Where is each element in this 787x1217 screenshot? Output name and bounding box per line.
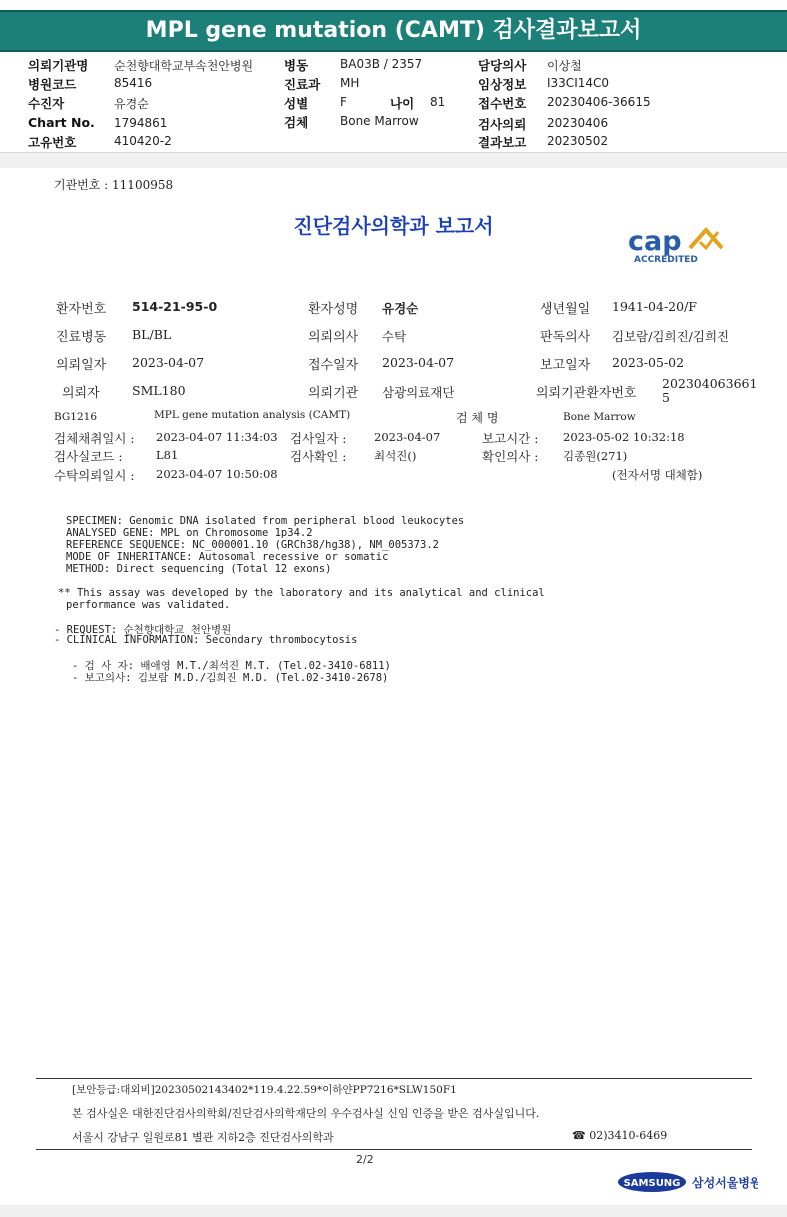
age-label: 나이	[390, 96, 415, 111]
doctor-label: 담당의사	[478, 58, 527, 73]
test-date-value: 2023-04-07	[374, 430, 441, 444]
test-name: MPL gene mutation analysis (CAMT)	[154, 409, 351, 421]
samsung-hospital-logo	[618, 1170, 758, 1194]
birth-date-label: 생년월일	[540, 302, 591, 317]
requesting-org-label: 의뢰기관	[308, 386, 359, 401]
report-title: MPL gene mutation (CAMT) 검사결과보고서	[145, 18, 642, 43]
report-date-label: 보고일자	[540, 358, 591, 373]
security-line: [보안등급:대외비]20230502143402*119.4.22.59*이하얀PP7216*SLW150F1	[72, 1084, 457, 1096]
req-date-value: 2023-04-07	[132, 355, 205, 370]
analysed-gene-line: ANALYSED GENE: MPL on Chromosome 1p34.2	[66, 527, 313, 539]
request-date-value: 20230406	[547, 116, 609, 130]
clinical-info-value: I33CI14C0	[547, 76, 610, 90]
specimen-line: SPECIMEN: Genomic DNA isolated from peripheral blood leukocytes	[66, 515, 465, 527]
assay-note-line-2: performance was validated.	[66, 599, 231, 611]
test-code: BG1216	[54, 411, 98, 423]
reading-doctor-value: 김보람/김희진/김희진	[612, 329, 730, 344]
bottom-band	[0, 1205, 787, 1217]
inheritance-line: MODE OF INHERITANCE: Autosomal recessive or somatic	[66, 551, 389, 563]
patient-no-label: 환자번호	[56, 302, 107, 317]
request-time-value: 2023-04-07 10:50:08	[156, 467, 278, 481]
header-divider-2	[0, 167, 787, 168]
footer-top-rule	[36, 1078, 752, 1079]
report-time-value: 2023-05-02 10:32:18	[563, 430, 685, 444]
cap-logo-subtext: ACCREDITED	[634, 255, 698, 265]
confirm-doctor-value: 김종원(271)	[563, 449, 628, 463]
patient-name-value: 유경순	[382, 301, 419, 316]
req-date-label: 의뢰일자	[56, 358, 107, 373]
sex-label: 성별	[284, 96, 309, 111]
ward-label: 병동	[284, 58, 309, 73]
hospital-code-value: 85416	[114, 76, 153, 90]
clinical-info-line: - CLINICAL INFORMATION: Secondary thrombocytosis	[54, 634, 358, 646]
org-patient-no-label: 의뢰기관환자번호	[536, 386, 637, 401]
receipt-date-value: 2023-04-07	[382, 355, 455, 370]
specimen-label: 검체	[284, 115, 309, 130]
tester-line: - 검 사 자: 배애영 M.T./최석진 M.T. (Tel.02-3410-6811)	[72, 660, 391, 672]
receipt-no-value: 20230406-36615	[547, 95, 651, 109]
assay-note-line-1: ** This assay was developed by the laboratory and its analytical and clinical	[58, 587, 545, 599]
reading-doctor-label: 판독의사	[540, 330, 591, 345]
method-line: METHOD: Direct sequencing (Total 12 exons)	[66, 563, 332, 575]
phone-line: ☎ 02)3410-6469	[572, 1129, 668, 1142]
department-value: MH	[340, 76, 360, 90]
birth-date-value: 1941-04-20/F	[612, 299, 697, 314]
address-line: 서울시 강남구 일원로81 별관 지하2층 진단검사의학과	[72, 1131, 334, 1144]
footer-bottom-rule	[36, 1149, 752, 1150]
requester-label: 의뢰자	[62, 386, 100, 401]
requesting-doctor-label: 의뢰의사	[308, 330, 359, 345]
ward-dept-label: 진료병동	[56, 330, 107, 345]
doctor-value: 이상철	[547, 59, 582, 73]
confirm-doctor-label: 확인의사 :	[482, 449, 539, 464]
lab-report-title: 진단검사의학과 보고서	[293, 214, 494, 238]
requesting-org-value: 삼광의료재단	[382, 385, 455, 400]
department-label: 진료과	[284, 77, 321, 92]
patient-no-value: 514-21-95-0	[132, 299, 218, 314]
org-patient-no-value-2: 5	[662, 390, 670, 405]
institution-number: 기관번호 : 11100958	[54, 178, 174, 192]
unique-no-value: 410420-2	[114, 134, 172, 148]
hospital-value: 순천향대학교부속천안병원	[114, 59, 254, 73]
receipt-no-label: 접수번호	[478, 96, 527, 111]
unique-no-label: 고유번호	[28, 135, 77, 150]
age-value: 81	[430, 95, 446, 109]
result-date-value: 20230502	[547, 134, 609, 148]
collect-time-value: 2023-04-07 11:34:03	[156, 430, 278, 444]
patient-value: 유경순	[114, 97, 149, 111]
header-band	[0, 153, 787, 167]
clinical-info-label: 임상정보	[478, 77, 527, 92]
specimen-name-value: Bone Marrow	[563, 411, 636, 423]
report-title-bar	[0, 10, 787, 52]
ward-dept-value: BL/BL	[132, 327, 172, 342]
specimen-name-label: 검 체 명	[456, 411, 499, 425]
cap-logo-text: cap	[628, 226, 682, 257]
specimen-value: Bone Marrow	[340, 114, 419, 128]
test-confirm-value: 최석진()	[374, 449, 417, 463]
chart-no-label: Chart No.	[28, 115, 95, 130]
hospital-logo-text: 삼성서울병원	[692, 1176, 758, 1190]
cap-accredited-logo	[626, 222, 730, 266]
certification-line: 본 검사실은 대한진단검사의학회/진단검사의학재단의 우수검사실 신임 인증을 받은 검사실입니다.	[72, 1107, 540, 1120]
requesting-doctor-value: 수탁	[382, 329, 407, 344]
page-number: 2/2	[356, 1153, 374, 1166]
test-confirm-label: 검사확인 :	[290, 449, 347, 464]
report-date-value: 2023-05-02	[612, 355, 685, 370]
patient-label: 수진자	[28, 96, 65, 111]
lab-code-value: L81	[156, 448, 179, 462]
requester-value: SML180	[132, 383, 186, 398]
samsung-logo-text: SAMSUNG	[623, 1178, 681, 1189]
result-date-label: 결과보고	[478, 135, 527, 150]
request-line: - REQUEST: 순천향대학교 천안병원	[54, 624, 232, 636]
lab-code-label: 검사실코드 :	[54, 449, 123, 464]
sex-value: F	[340, 95, 347, 109]
test-date-label: 검사일자 :	[290, 431, 347, 446]
hospital-code-label: 병원코드	[28, 77, 77, 92]
reference-sequence-line: REFERENCE SEQUENCE: NC_000001.10 (GRCh38/hg38), NM_005373.2	[66, 539, 439, 551]
hospital-label: 의뢰기관명	[28, 58, 89, 73]
ward-value: BA03B / 2357	[340, 57, 423, 71]
request-time-label: 수탁의뢰일시 :	[54, 468, 135, 483]
report-time-label: 보고시간 :	[482, 431, 539, 446]
collect-time-label: 검체채취일시 :	[54, 431, 135, 446]
org-patient-no-value-1: 202304063661	[662, 376, 758, 391]
e-signature-note: (전자서명 대체함)	[612, 468, 703, 482]
chart-no-value: 1794861	[114, 116, 168, 130]
reporter-line: - 보고의사: 김보람 M.D./김희진 M.D. (Tel.02-3410-2678)	[72, 672, 389, 684]
patient-name-label: 환자성명	[308, 302, 359, 317]
receipt-date-label: 접수일자	[308, 358, 359, 373]
request-date-label: 검사의뢰	[478, 117, 527, 132]
